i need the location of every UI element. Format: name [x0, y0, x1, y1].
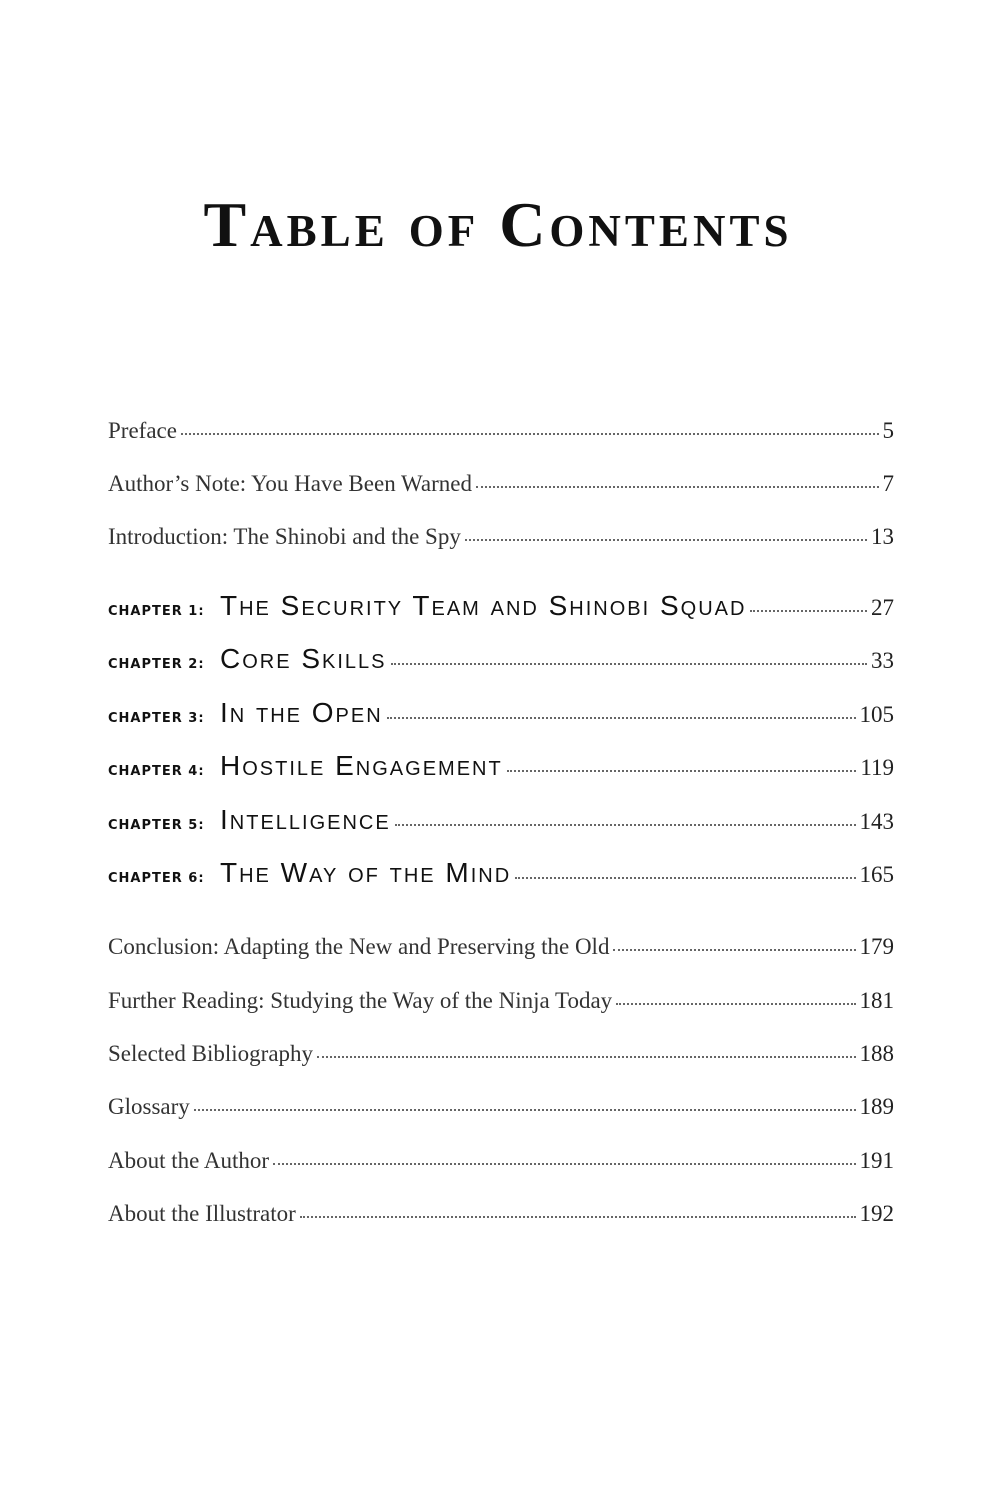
dot-leader	[616, 1003, 855, 1005]
chapter-label: CHAPTER 5:	[108, 818, 205, 833]
toc-entry-page: 7	[882, 471, 894, 496]
toc-entry-page: 165	[859, 862, 894, 887]
dot-leader	[194, 1109, 856, 1111]
dot-leader	[181, 433, 879, 435]
dot-leader	[387, 717, 856, 719]
toc-entry-label: About the Author	[108, 1148, 269, 1173]
chapter-label: CHAPTER 3:	[108, 711, 205, 726]
chapter-title: The Security Team and Shinobi Squad	[220, 590, 747, 621]
toc-entry-page: 192	[859, 1201, 894, 1226]
chapter-label: CHAPTER 2:	[108, 657, 205, 672]
dot-leader	[476, 486, 879, 488]
toc-entry-chapter-5[interactable]	[108, 804, 894, 836]
toc-entry-page: 119	[860, 755, 894, 780]
toc-entry-page: 181	[859, 988, 894, 1013]
dot-leader	[391, 663, 868, 665]
dot-leader	[465, 539, 867, 541]
toc-entry-label: Conclusion: Adapting the New and Preserving the Old	[108, 934, 610, 959]
dot-leader	[395, 824, 856, 826]
toc-entry-about-author[interactable]	[108, 1148, 894, 1174]
toc-entry-label: Selected Bibliography	[108, 1041, 314, 1066]
toc-entry-page: 191	[859, 1148, 894, 1173]
toc-entry-conclusion[interactable]	[108, 934, 894, 960]
chapter-title: Hostile Engagement	[220, 750, 503, 781]
toc-entry-introduction[interactable]	[108, 524, 894, 550]
chapter-title: The Way of the Mind	[220, 857, 512, 888]
toc-entry-further-reading[interactable]	[108, 988, 894, 1014]
toc-entry-page: 179	[859, 934, 894, 959]
toc-entry-label: About the Illustrator	[108, 1201, 296, 1226]
dot-leader	[300, 1216, 856, 1218]
toc-entry-label: Introduction: The Shinobi and the Spy	[108, 524, 461, 549]
toc-entry-label: Further Reading: Studying the Way of the Ninja Today	[108, 988, 613, 1013]
toc-entry-page: 105	[859, 702, 894, 727]
toc-entry-about-illustrator[interactable]	[108, 1201, 894, 1227]
toc-entry-page: 13	[871, 524, 894, 549]
dot-leader	[317, 1056, 855, 1058]
chapter-label: CHAPTER 1:	[108, 604, 205, 619]
dot-leader	[613, 949, 855, 951]
toc-list	[108, 0, 894, 1500]
dot-leader	[507, 770, 857, 772]
toc-entry-label: Glossary	[108, 1094, 190, 1119]
page-title: Table of Contents	[203, 189, 793, 260]
dot-leader	[515, 877, 855, 879]
toc-entry-bibliography[interactable]	[108, 1041, 894, 1067]
toc-entry-glossary[interactable]	[108, 1094, 894, 1120]
toc-entry-chapter-2[interactable]	[108, 643, 894, 675]
toc-entry-chapter-3[interactable]	[108, 697, 894, 729]
toc-entry-chapter-6[interactable]	[108, 857, 894, 889]
chapter-title: In the Open	[220, 697, 383, 728]
toc-entry-page: 27	[871, 595, 894, 620]
toc-entry-chapter-4[interactable]	[108, 750, 894, 782]
toc-entry-page: 188	[859, 1041, 894, 1066]
toc-entry-page: 143	[859, 809, 894, 834]
toc-entry-authors-note[interactable]	[108, 471, 894, 497]
toc-entry-page: 189	[859, 1094, 894, 1119]
toc-entry-label: Author’s Note: You Have Been Warned	[108, 471, 472, 496]
toc-entry-chapter-1[interactable]	[108, 590, 894, 622]
toc-entry-label: Preface	[108, 418, 177, 443]
chapter-label: CHAPTER 4:	[108, 764, 205, 779]
toc-entry-preface[interactable]	[108, 418, 894, 444]
chapter-title: Core Skills	[220, 643, 387, 674]
chapter-title: Intelligence	[220, 804, 391, 835]
toc-entry-page: 5	[882, 418, 894, 443]
dot-leader	[273, 1163, 856, 1165]
chapter-label: CHAPTER 6:	[108, 871, 205, 886]
toc-entry-page: 33	[871, 648, 894, 673]
dot-leader	[750, 610, 867, 612]
